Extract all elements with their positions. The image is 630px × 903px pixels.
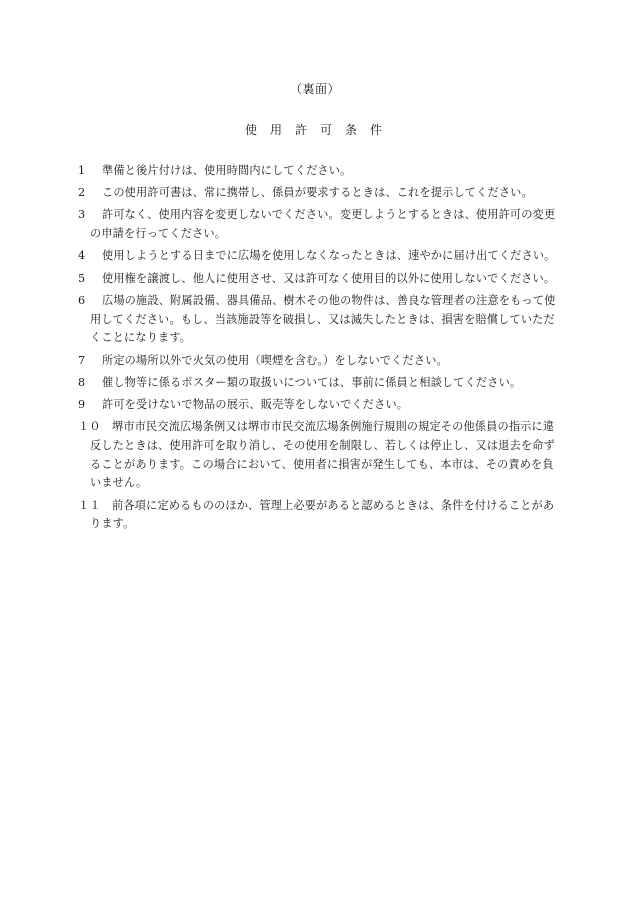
condition-item bbox=[78, 206, 558, 244]
condition-text: この使用許可書は、常に携帯し、係員が要求するときは、これを提示してください。 bbox=[102, 186, 533, 200]
condition-item bbox=[78, 184, 558, 203]
condition-text: 前各項に定めるもののほか、管理上必要があると認めるときは、条件を付けることがあります。 bbox=[90, 498, 555, 531]
condition-number: １０ bbox=[78, 420, 101, 434]
condition-text: 広場の施設、附属設備、器具備品、樹木その他の物件は、善良な管理者の注意をもって使用してください。もし、当該施設等を破損し、又は滅失したときは、損害を賠償していただくことになります。 bbox=[90, 293, 556, 345]
condition-number: 8 bbox=[78, 375, 86, 389]
condition-number: 1 bbox=[78, 164, 86, 177]
condition-number: 7 bbox=[78, 353, 86, 367]
condition-number: 4 bbox=[78, 249, 86, 263]
condition-item bbox=[78, 292, 558, 348]
condition-text: 準備と後片付けは、使用時間内にしてください。 bbox=[102, 164, 352, 177]
condition-number: １１ bbox=[78, 498, 101, 512]
condition-number: 3 bbox=[78, 208, 86, 222]
condition-text: 堺市市民交流広場条例又は堺市市民交流広場条例施行規則の規定その他係員の指示に違反したときは、使用許可を取り消し、その使用を制限し、若しくは停止し、又は退去を命ずることがあります。この場合において、使用者に損害が発生しても、本市は、その責めを負いません。 bbox=[90, 420, 555, 490]
condition-item bbox=[78, 374, 558, 393]
reverse-side-label: （裏面） bbox=[289, 82, 340, 96]
condition-number: 6 bbox=[78, 293, 86, 307]
condition-number: 9 bbox=[78, 397, 86, 411]
condition-text: 催し物等に係るポスター類の取扱いについては、事前に係員と相談してください。 bbox=[102, 375, 522, 389]
condition-item bbox=[78, 352, 558, 371]
condition-item bbox=[78, 418, 558, 493]
condition-number: 2 bbox=[78, 186, 86, 200]
condition-item bbox=[78, 162, 558, 181]
condition-text: 所定の場所以外で火気の使用（喫煙を含む。）をしないでください。 bbox=[102, 353, 448, 367]
condition-text: 使用権を譲渡し、他人に使用させ、又は許可なく使用目的以外に使用しないでください。 bbox=[102, 271, 556, 285]
condition-item bbox=[78, 247, 558, 266]
condition-item bbox=[78, 497, 558, 535]
condition-item bbox=[78, 270, 558, 289]
condition-text: 使用しようとする日までに広場を使用しなくなったときは、速やかに届け出てください。 bbox=[102, 249, 556, 263]
condition-text: 許可を受けないで物品の展示、販売等をしないでください。 bbox=[102, 397, 409, 411]
condition-item bbox=[78, 396, 558, 415]
page-title: 使用許可条件 bbox=[244, 123, 395, 137]
condition-number: 5 bbox=[78, 271, 86, 285]
conditions-list bbox=[78, 162, 558, 538]
condition-text: 許可なく、使用内容を変更しないでください。変更しようとするときは、使用許可の変更の申請を行ってください。 bbox=[90, 208, 556, 241]
